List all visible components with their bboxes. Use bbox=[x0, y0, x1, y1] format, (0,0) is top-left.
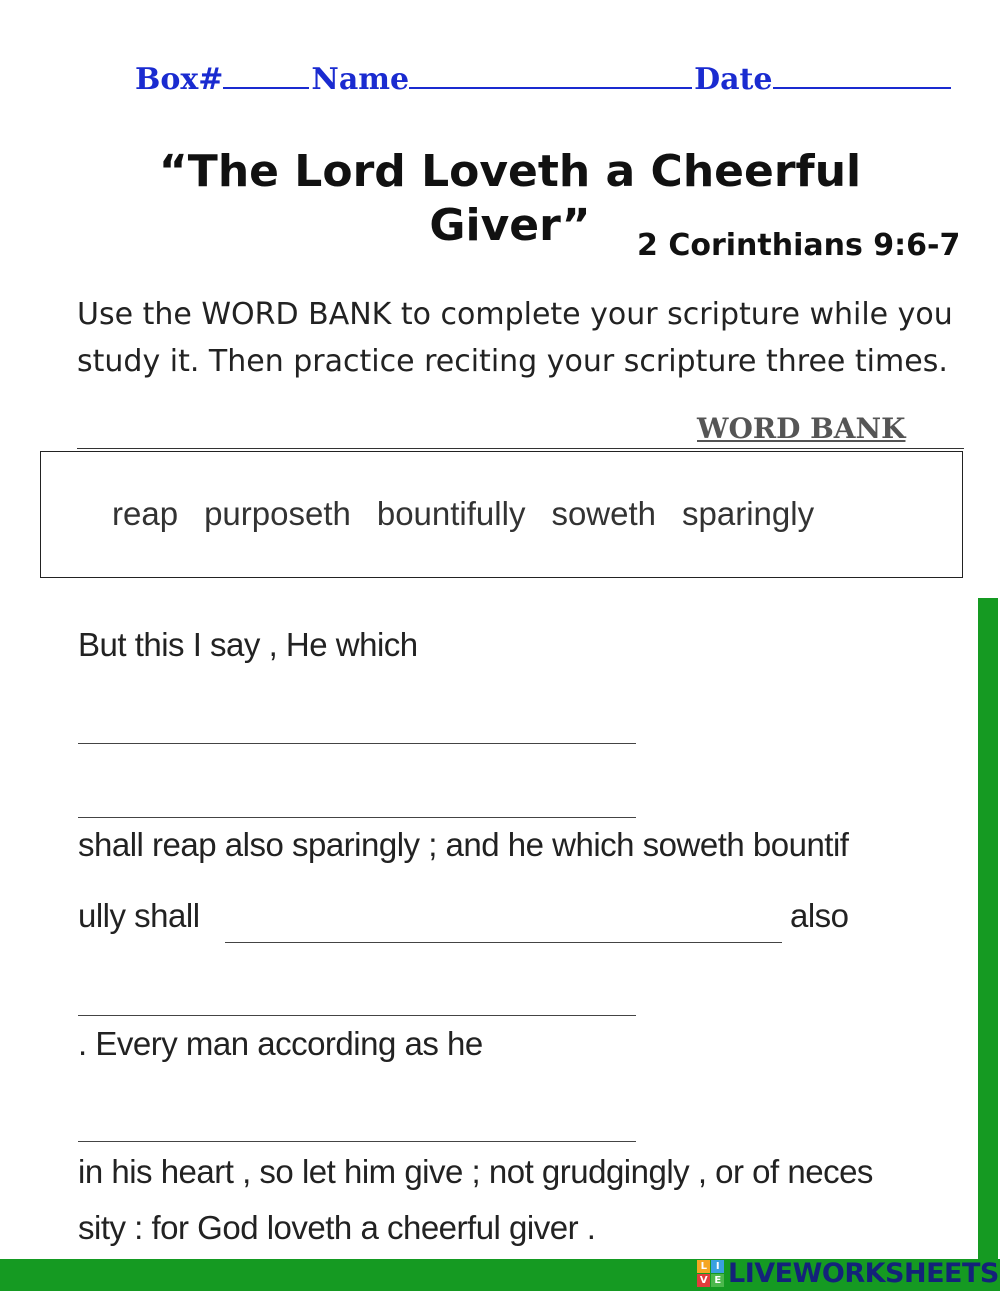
word-bank-item[interactable]: bountifully bbox=[376, 495, 526, 532]
word-bank-item[interactable]: sparingly bbox=[682, 495, 815, 532]
scripture-line: . Every man according as he bbox=[78, 1025, 483, 1062]
scripture-line: But this I say , He which bbox=[78, 626, 418, 663]
date-blank[interactable] bbox=[773, 63, 951, 89]
worksheet-title: “The Lord Loveth a Cheerful Giver” bbox=[158, 146, 862, 251]
word-bank-item[interactable]: soweth bbox=[551, 495, 657, 532]
answer-blank-3[interactable] bbox=[225, 942, 782, 943]
answer-blank-1[interactable] bbox=[78, 743, 636, 744]
word-bank-item[interactable]: purposeth bbox=[204, 495, 351, 532]
scripture-reference: 2 Corinthians 9:6-7 bbox=[637, 228, 961, 263]
word-bank-item[interactable]: reap bbox=[112, 495, 179, 532]
box-number-blank[interactable] bbox=[223, 63, 309, 89]
answer-blank-2[interactable] bbox=[78, 817, 636, 818]
liveworksheets-logo-icon: L I V E bbox=[697, 1260, 724, 1287]
date-label: Date bbox=[694, 62, 773, 97]
instructions-text: Use the WORD BANK to complete your scripture while you study it. Then practice reciting your scripture three times. bbox=[77, 297, 953, 379]
scripture-line: sity : for God loveth a cheerful giver . bbox=[78, 1209, 596, 1246]
scripture-line: also bbox=[790, 897, 849, 934]
scripture-line: ully shall bbox=[78, 897, 200, 934]
answer-blank-4[interactable] bbox=[78, 1015, 636, 1016]
answer-blank-5[interactable] bbox=[78, 1141, 636, 1142]
green-border-right bbox=[978, 598, 998, 1266]
word-bank-list bbox=[112, 495, 952, 533]
name-label: Name bbox=[311, 62, 410, 97]
word-bank-heading: WORD BANK bbox=[697, 412, 906, 445]
divider-line bbox=[77, 448, 964, 449]
box-label: Box# bbox=[135, 62, 224, 97]
liveworksheets-brand bbox=[697, 1258, 999, 1288]
brand-text: LIVEWORKSHEETS bbox=[728, 1257, 999, 1289]
header-fields bbox=[135, 60, 945, 100]
scripture-line: in his heart , so let him give ; not grudgingly , or of neces bbox=[78, 1153, 873, 1190]
scripture-line: shall reap also sparingly ; and he which soweth bountif bbox=[78, 826, 849, 863]
name-blank[interactable] bbox=[409, 63, 692, 89]
